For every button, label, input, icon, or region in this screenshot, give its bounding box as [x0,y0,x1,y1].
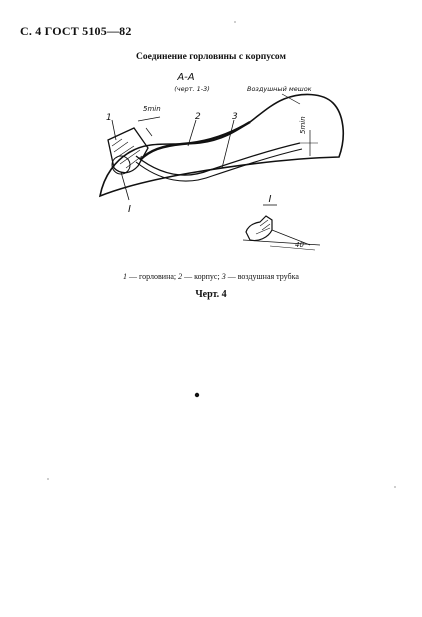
figure-title: Соединение горловины с корпусом [136,52,286,62]
housing-line [140,122,250,160]
air-bag-label: Воздушный мешок [247,85,312,93]
page-header: С. 4 ГОСТ 5105—82 [20,24,132,38]
leader-3 [222,120,234,168]
detail-part [246,216,272,241]
section-ref: (черт. 1-3) [174,85,210,93]
legend-text-1: — горловина; [127,272,179,281]
figure-legend [0,272,422,281]
callout-1: 1 [106,113,112,123]
detail-title: I [268,194,272,205]
section-label: А-А [177,72,195,83]
legend-text-3: — воздушная трубка [225,272,299,281]
scan-dot [195,393,199,397]
legend-num-1: 1 [123,272,128,281]
legend-text-2: — корпус; [182,272,222,281]
detail-marker: I [128,204,131,215]
figure-caption: Черт. 4 [195,289,227,300]
body-contour [100,94,343,196]
callout-2: 2 [195,112,201,122]
legend-num-2: 2 [178,272,183,281]
dim-top-label: 5min [143,105,161,113]
legend-num-3: 3 [221,272,226,281]
detail-dim-line [270,246,315,250]
detail-dim: 40 [295,241,304,249]
dim-right-label: 5min [299,116,307,134]
dim-top-line [138,117,160,121]
callout-3: 3 [232,112,238,122]
